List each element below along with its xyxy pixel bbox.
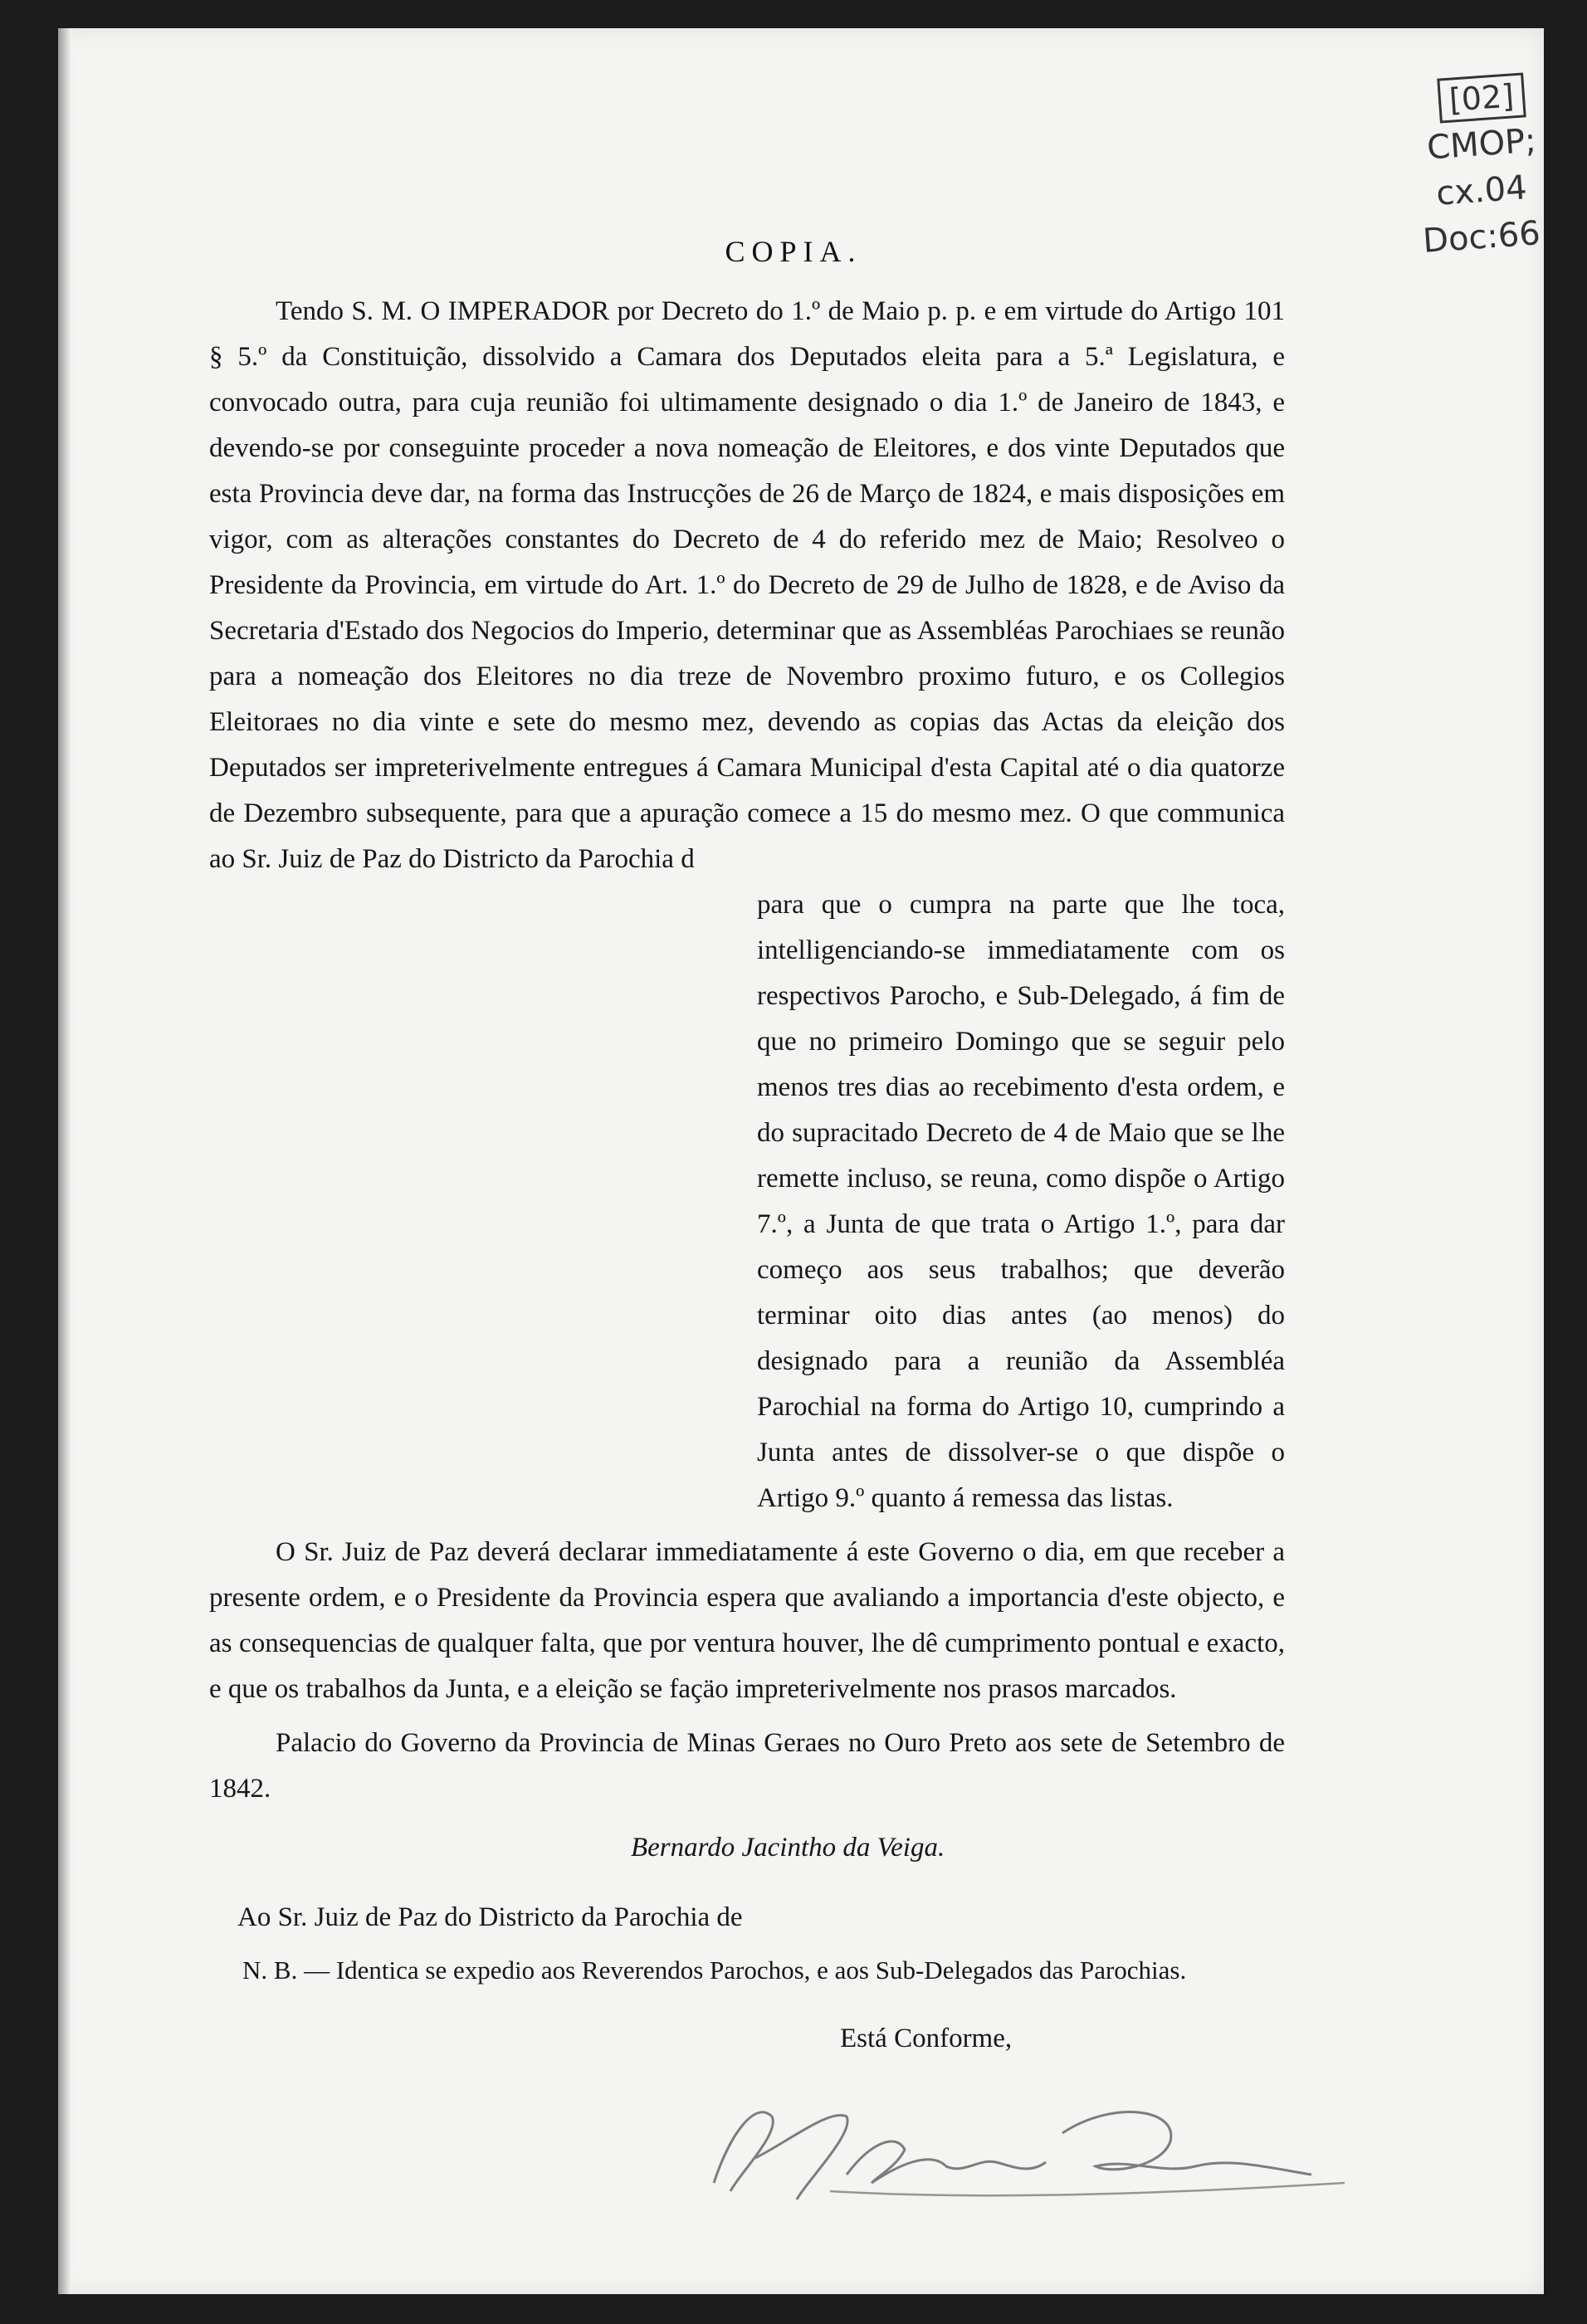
- page-edge-shadow: [58, 28, 71, 2294]
- archive-reference-label: [1411, 75, 1552, 261]
- handwritten-signature: [681, 2083, 1361, 2208]
- printed-signature: Bernardo Jacintho da Veiga.: [631, 1833, 945, 1863]
- archive-line-3: Doc:66: [1421, 214, 1542, 261]
- nota-bene: [209, 1954, 1285, 1987]
- nota-bene-text: N. B. — Identica se expedio aos Reverendos Parochos, e aos Sub-Delegados das Parochias.: [242, 1955, 1187, 1985]
- archive-line-1: CMOP;: [1425, 121, 1538, 168]
- paragraph-decree: Tendo S. M. O IMPERADOR por Decreto do 1.º de Maio p. p. e em virtude do Artigo 101 § 5.º da Constituição, dissolvido a Camara dos Deputados eleita para a 5.ª Legislatura, e convocado outra, para cuja reunião foi ultimamente designado o dia 1.º de Janeiro de 1843, e devendo-se por conseguinte proceder a nova nomeação de Eleitores, e dos vinte Deputados que esta Provincia deve dar, na forma das Instrucções de 26 de Março de 1824, e mais disposições em vigor, com as alterações constantes do Decreto de 4 do referido mez de Maio; Resolveo o Presidente da Provincia, em virtude do Art. 1.º do Decreto de 29 de Julho de 1828, e de Aviso da Secretaria d'Estado dos Negocios do Imperio, determinar que as Assembléas Parochiaes se reunão para a nomeação dos Eleitores no dia treze de Novembro proximo futuro, e os Collegios Eleitoraes no dia vinte e sete do mesmo mez, devendo as copias das Actas da eleição dos Deputados ser impreterivelmente entregues á Camara Municipal d'esta Capital até o dia quatorze de Dezembro subsequente, para que a apuração comece a 15 do mesmo mez. O que communica ao Sr. Juiz de Paz do Districto da Parochia d: [209, 296, 1285, 874]
- archive-box-number: [02]: [1437, 72, 1526, 123]
- archive-line-2: cx.04: [1434, 168, 1529, 213]
- addressee-line: Ao Sr. Juiz de Paz do Districto da Parochia de: [237, 1902, 743, 1932]
- paragraph-juiz-de-paz: O Sr. Juiz de Paz deverá declarar immediatamente á este Governo o dia, em que receber a presente ordem, e o Presidente da Provincia espera que avaliando a importancia d'este objecto, e as consequencias de qualquer falta, que por ventura houver, lhe dê cumprimento pontual e exacto, e que os trabalhos da Junta, e a eleição se façäo impreterivelmente nos prasos marcados.: [209, 1537, 1285, 1704]
- paragraph-instructions: para que o cumpra na parte que lhe toca, intelligenciando-se immediatamente com os respectivos Parocho, e Sub-Delegado, á fim de que no primeiro Domingo que se seguir pelo menos tres dias ao recebimento d'esta ordem, e do supracitado Decreto de 4 de Maio que se lhe remette incluso, se reuna, como dispõe o Artigo 7.º, a Junta de que trata o Artigo 1.º, para dar começo aos seus trabalhos; que deverão terminar oito dias antes (ao menos) do designado para a reunião da Assembléa Parochial na forma do Artigo 10, cumprindo a Junta antes de dissolver-se o que dispõe o Artigo 9.º quanto á remessa das listas.: [757, 890, 1285, 1513]
- esta-conforme: Está Conforme,: [840, 2024, 1013, 2053]
- paragraph-palacio: Palacio do Governo da Provincia de Minas Geraes no Ouro Preto aos sete de Setembro de 1842.: [209, 1728, 1285, 1804]
- document-title: COPIA.: [725, 235, 862, 268]
- document-body: [209, 289, 1285, 1812]
